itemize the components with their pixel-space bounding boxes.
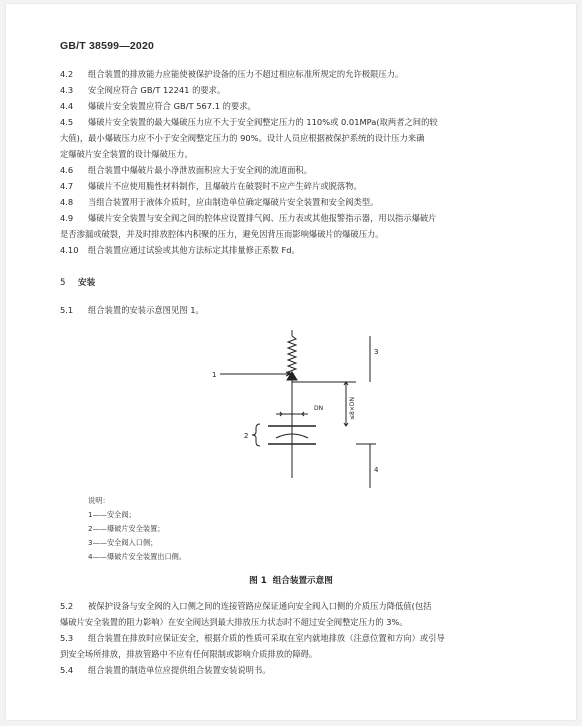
section-heading	[60, 276, 95, 288]
clause-4-5-cont-1	[60, 130, 536, 146]
clause-4-4	[60, 98, 536, 114]
figure-legend	[88, 494, 186, 564]
legend-title: 说明：	[88, 496, 110, 505]
clause-number: 5.2	[60, 601, 74, 611]
clause-text: 组合装置在排放时应保证安全，根据介质的性质可采取在室内就地排放（注意位置和方向）或引导	[88, 633, 445, 643]
legend-item: 4——爆破片安全装置出口侧。	[88, 552, 187, 561]
clause-text: 组合装置的制造单位应提供组合装置安装说明书。	[88, 665, 271, 675]
figure-caption	[6, 574, 576, 586]
clause-4-7	[60, 178, 536, 194]
clause-text: 定爆破片安全装置的设计爆破压力。	[60, 149, 193, 159]
callout-2-label: 2	[244, 432, 249, 440]
clause-number: 4.6	[60, 165, 74, 175]
clause-text: 组合装置的安装示意图见图 1。	[88, 305, 204, 315]
clause-5-1	[60, 302, 536, 318]
dn-dimension-label: DN	[314, 405, 324, 412]
callout-1-label: 1	[212, 371, 217, 379]
clause-5-2-cont	[60, 614, 536, 630]
clause-text: 爆破片安全装置的阻力影响）在安全阀达到最大排放压力状态时不超过安全阀整定压力的 3%。	[60, 617, 408, 627]
standard-code-header: GB/T 38599—2020	[60, 40, 155, 52]
clause-4-6	[60, 162, 536, 178]
document-page	[6, 4, 576, 720]
callout-2-bracket	[252, 424, 260, 446]
clause-number: 4.4	[60, 101, 74, 111]
legend-item: 1——安全阀；	[88, 510, 136, 519]
callout-4-label: 4	[374, 466, 379, 474]
clause-4-3	[60, 82, 536, 98]
clause-text: 爆破片不应使用脆性材料制作，且爆破片在破裂时不应产生碎片或脱落物。	[88, 181, 362, 191]
clause-4-5-cont-2	[60, 146, 536, 162]
clause-number: 4.8	[60, 197, 74, 207]
section-title: 安装	[78, 278, 96, 288]
clause-number: 4.9	[60, 213, 74, 223]
clause-text: 组合装置的排放能力应能使被保护设备的压力不超过相应标准所规定的允许极限压力。	[88, 69, 404, 79]
assembly-diagram	[196, 328, 396, 492]
clause-number: 5.1	[60, 305, 74, 315]
safety-valve-spring	[288, 336, 296, 374]
clause-5-3	[60, 630, 536, 646]
clause-4-8	[60, 194, 536, 210]
clause-5-2	[60, 598, 536, 614]
clause-text: 当组合装置用于液体介质时，应由制造单位确定爆破片安全装置和安全阀类型。	[88, 197, 379, 207]
legend-item: 2——爆破片安全装置；	[88, 524, 165, 533]
clause-4-9-cont	[60, 226, 536, 242]
legend-item: 3——安全阀入口侧；	[88, 538, 158, 547]
clause-number: 4.7	[60, 181, 74, 191]
length-dimension-label: ≤8×DN	[349, 397, 356, 420]
clause-4-9	[60, 210, 536, 226]
section-number: 5	[60, 278, 66, 288]
callout-3-label: 3	[374, 348, 379, 356]
clause-text: 大值)，最小爆破压力应不小于安全阀整定压力的 90%。设计人员应根据被保护系统的设计压力来确	[60, 133, 425, 143]
clause-number: 5.3	[60, 633, 74, 643]
clause-text: 爆破片安全装置应符合 GB/T 567.1 的要求。	[88, 101, 256, 111]
clause-number: 4.2	[60, 69, 74, 79]
clause-number: 4.3	[60, 85, 74, 95]
clause-number: 4.5	[60, 117, 74, 127]
clause-text: 爆破片安全装置的最大爆破压力应不大于安全阀整定压力的 110%或 0.01MPa(取两者之间的较	[88, 117, 438, 127]
clause-5-3-cont	[60, 646, 536, 662]
clause-number: 5.4	[60, 665, 74, 675]
figure-label: 图 1	[249, 576, 267, 586]
clause-text: 是否渗漏或破裂，并及时排放腔体内积聚的压力，避免因背压而影响爆破片的爆破压力。	[60, 229, 384, 239]
clause-text: 安全阀应符合 GB/T 12241 的要求。	[88, 85, 226, 95]
clause-text: 被保护设备与安全阀的入口侧之间的连接管路应保证通向安全阀入口侧的介质压力降低值(包括	[88, 601, 432, 611]
clause-text: 组合装置中爆破片最小净泄放面积应大于安全阀的流道面积。	[88, 165, 313, 175]
clause-4-5	[60, 114, 536, 130]
clause-4-10	[60, 242, 536, 258]
figure-title: 组合装置示意图	[272, 576, 333, 586]
clause-4-2	[60, 66, 536, 82]
clause-text: 到安全场所排放，排放管路中不应有任何限制或影响介质排放的障碍。	[60, 649, 318, 659]
clause-number: 4.10	[60, 245, 79, 255]
clause-5-4	[60, 662, 536, 678]
clause-text: 爆破片安全装置与安全阀之间的腔体应设置排气阀、压力表或其他报警指示器，用以指示爆破片	[88, 213, 437, 223]
clause-text: 组合装置应通过试验或其他方法标定其排量修正系数 Fd。	[88, 245, 300, 255]
